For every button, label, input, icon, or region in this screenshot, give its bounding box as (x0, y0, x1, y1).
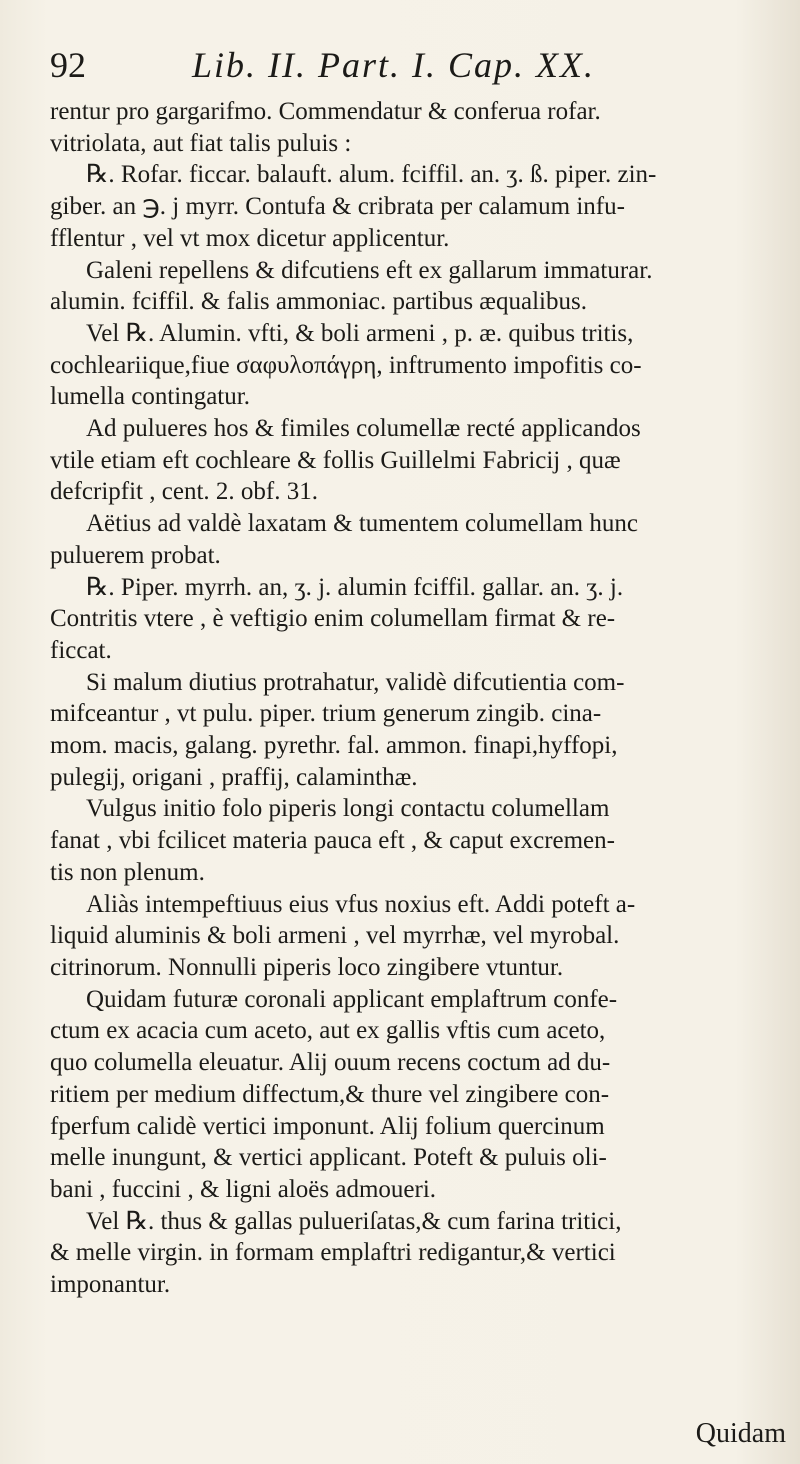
text-line: ctum ex acacia cum aceto, aut ex gallis vftis cum aceto, (50, 1017, 606, 1045)
text-line: quo columella eleuatur. Alij ouum recens coctum ad du- (50, 1049, 611, 1077)
text-line: puluerem probat. (50, 541, 221, 569)
text-line: giber. an ℈. j myrr. Contufa & cribrata per calamum infu- (50, 193, 625, 221)
text-line: bani , fuccini , & ligni aloës admoueri. (50, 1175, 437, 1203)
text-line: fflentur , vel vt mox dicetur applicentur. (50, 224, 450, 252)
text-line: tis non plenum. (50, 858, 205, 886)
text-line: ficcat. (50, 636, 112, 664)
text-line: fanat , vbi fcilicet materia pauca eft , & caput excremen- (50, 827, 615, 855)
recipe-line: ℞. Piper. myrrh. an, ʒ. j. alumin fciffil. gallar. an. ʒ. j. (86, 573, 624, 601)
text-line: mom. macis, galang. pyrethr. fal. ammon. finapi,hyffopi, (50, 732, 618, 760)
text-line: imponantur. (50, 1271, 171, 1299)
paragraph-start: Vulgus initio folo piperis longi contactu columellam (86, 795, 610, 823)
text-line: mifceantur , vt pulu. piper. trium generum zingib. cina- (50, 700, 602, 728)
text-line: pulegij, origani , praffij, calaminthæ. (50, 763, 418, 791)
text-line: melle inungunt, & vertici applicant. Poteft & puluis oli- (50, 1144, 607, 1172)
text-line: defcripfit , cent. 2. obf. 31. (50, 478, 318, 506)
paragraph-start: Aëtius ad valdè laxatam & tumentem columellam hunc (86, 510, 638, 538)
text-line: cochleariique,fiue σαφυλοπάγρη, inftrumento impofitis co- (50, 351, 642, 379)
text-line: & melle virgin. in formam emplaftri redigantur,& vertici (50, 1239, 616, 1267)
paragraph-start: Si malum diutius protrahatur, validè difcutientia com- (86, 668, 625, 696)
text-line: rentur pro gargarifmo. Commendatur & conferua rofar. (50, 98, 601, 125)
page-number: 92 (50, 45, 86, 85)
paragraph-start: Galeni repellens & difcutiens eft ex gallarum immaturar. (86, 256, 653, 284)
paragraph-start: Vel ℞. thus & gallas pulueriſatas,& cum farina tritici, (86, 1207, 622, 1235)
text-line: lumella contingatur. (50, 383, 250, 411)
page-body (50, 96, 782, 1301)
text-line: alumin. fciffil. & falis ammoniac. partibus æqualibus. (50, 288, 587, 316)
paragraph-start: Aliàs intempeftiuus eius vfus noxius eft. Addi poteft a- (86, 890, 636, 918)
text-line: liquid aluminis & boli armeni , vel myrrhæ, vel myrobal. (50, 922, 620, 950)
page-header (50, 44, 782, 92)
text-line: ritiem per medium diffectum,& thure vel zingibere con- (50, 1080, 610, 1108)
text-line: fperfum calidè vertici imponunt. Alij folium quercinum (50, 1112, 605, 1140)
paragraph-start: Vel ℞. Alumin. vfti, & boli armeni , p. æ. quibus tritis, (86, 319, 634, 347)
text-line: vitriolata, aut fiat talis puluis : (50, 129, 352, 157)
text-line: citrinorum. Nonnulli piperis loco zingibere vtuntur. (50, 953, 564, 981)
paragraph-start: Ad pulueres hos & fimiles columellæ recté applicandos (86, 415, 641, 443)
paragraph-start: Quidam futuræ coronali applicant emplaftrum confe- (86, 985, 618, 1013)
text-line: vtile etiam eft cochleare & follis Guillelmi Fabricij , quæ (50, 446, 621, 474)
text-line: Contritis vtere , è veftigio enim columellam firmat & re- (50, 605, 616, 633)
recipe-line: ℞. Rofar. ficcar. balauft. alum. fciffil. an. ʒ. ß. piper. zin- (86, 161, 657, 189)
catchword: Quidam (695, 1418, 786, 1449)
running-title: Lib. II. Part. I. Cap. XX. (192, 45, 595, 85)
